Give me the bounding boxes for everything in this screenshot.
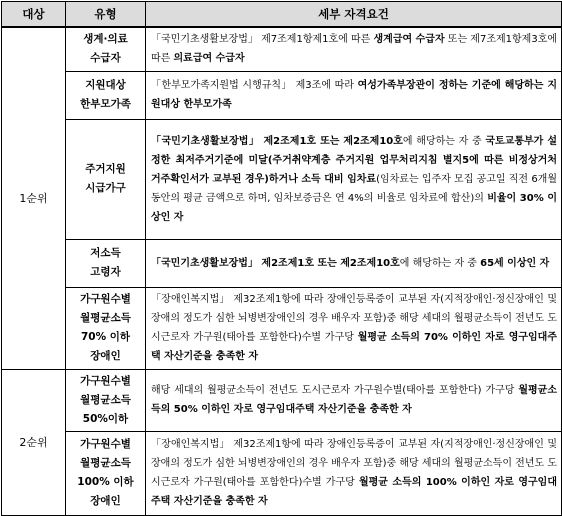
row-detail: [146, 287, 562, 369]
row-detail: [146, 119, 562, 239]
row-type: [66, 369, 146, 431]
detail-bold-text: 「국민기초생활보장법」 제2조제1호 또는 제2조제10호: [151, 135, 403, 147]
detail-bold-text: 「국민기초생활보장법」 제2조제1호 또는 제2조제10호: [151, 257, 400, 269]
type-line: 월평균소득: [80, 393, 131, 406]
detail-bold-text: 월평균 소득의 100% 이하인 자로 영구임대주택 자산기준을 충족한 자: [151, 477, 558, 507]
detail-text: 에 해당하는 자 중: [399, 257, 481, 269]
row-detail: [146, 239, 562, 287]
header-type: 유형: [66, 2, 146, 28]
detail-bold-text: 65세 이상인 자: [480, 257, 550, 269]
type-line: 생계·의료: [83, 33, 128, 46]
table-row: [2, 119, 562, 239]
detail-bold-text: 의료급여 수급자: [173, 53, 245, 65]
row-type: [66, 287, 146, 369]
type-line: 수급자: [90, 52, 121, 65]
type-line: 주거지원: [85, 163, 126, 175]
detail-bold-text: 월평균소득의 50% 이하인 자로 영구임대주택 자산기준을 충족한 자: [151, 385, 557, 415]
row-detail: [146, 27, 562, 71]
detail-bold-text: 비율이 30% 이상인 자: [151, 192, 557, 223]
row-detail: [146, 369, 562, 431]
type-line: 70% 이하: [80, 331, 131, 343]
detail-bold-text: 국토교통부가 설정한 최저주거기준에 미달(주거취약계층 주거지원 업무처리지침 별지5에 따른 비정상거처 거주확인서가 교부된 경우)하거나 소득 대비 임차료: [151, 135, 557, 185]
type-line: 100% 이하: [77, 476, 134, 488]
type-line: 시급가구: [85, 182, 126, 194]
detail-bold-text: 월평균 소득의 70% 이하인 자로 영구임대주택 자산기준을 충족한 자: [151, 332, 558, 362]
type-line: 저소득: [90, 247, 121, 259]
type-line: 고령자: [90, 266, 121, 278]
header-row: [2, 2, 562, 28]
detail-text: 「장애인복지법」 제32조제1항에 따라 장애인등록증이 교부된 자(지적장애인·정신장애인 및 장애의 정도가 심한 뇌병변장애인의 경우 배우자 포함)중 해당 세대의 월평균소득이 전년도 도시근로자 가구원(태아를 포함한다)수별 가구당: [151, 294, 557, 343]
type-line: 장애인: [90, 495, 121, 507]
table-row: [2, 431, 562, 515]
row-type: [66, 239, 146, 287]
row-type: [66, 119, 146, 239]
detail-text: 또는 제7조제1항제3호에 따른: [151, 34, 558, 65]
detail-text: 「한부모가족지원법 시행규칙」 제3조에 따라: [151, 80, 358, 91]
row-type: [66, 27, 146, 71]
type-line: 가구원수별: [80, 438, 131, 450]
type-line: 가구원수별: [80, 293, 131, 305]
table-row: [2, 369, 562, 431]
table-row: [2, 71, 562, 119]
rank-second: 2순위: [2, 369, 66, 515]
type-line: 한부모가족: [80, 98, 131, 110]
row-detail: [146, 431, 562, 515]
type-line: 50%이하: [82, 412, 129, 425]
row-type: [66, 71, 146, 119]
type-line: 월평균소득: [80, 457, 131, 469]
detail-text: 해당 세대의 월평균소득이 전년도 도시근로자 가구원수별(태아를 포함한다) 가구당: [151, 385, 519, 396]
detail-bold-text: 여성가족부장관이 정하는 기준에 해당하는 지원대상 한부모가족: [151, 80, 557, 110]
rank-first: 1순위: [2, 27, 66, 369]
type-line: 가구원수별: [80, 374, 131, 387]
row-type: [66, 431, 146, 515]
detail-text: 「장애인복지법」 제32조제1항에 따라 장애인등록증이 교부된 자(지적장애인·정신장애인 및 장애의 정도가 심한 뇌병변장애인의 경우 배우자 포함)중 해당 세대의 월평균소득이 전년도 도시근로자 가구원(태아를 포함한다)수별 가구당: [151, 439, 557, 488]
detail-text: 에 해당하는 자 중: [402, 135, 486, 147]
row-detail: [146, 71, 562, 119]
table-row: [2, 239, 562, 287]
eligibility-table: [1, 1, 562, 516]
detail-text: 「국민기초생활보장법」 제7조제1항제1호에 따른: [151, 34, 374, 46]
detail-bold-text: 생계급여 수급자: [373, 34, 445, 46]
type-line: 월평균소득: [80, 312, 131, 324]
header-rank: 대상: [2, 2, 66, 28]
type-line: 지원대상: [85, 79, 126, 91]
type-line: 장애인: [90, 350, 121, 362]
table-row: [2, 287, 562, 369]
header-detail: 세부 자격요건: [146, 2, 562, 28]
detail-text: (임차료는 입주자 모집 공고일 직전 6개월 동안의 평균 금액으로 하며, 임차보증금은 연 4%의 비율로 임차료에 합산)의: [151, 173, 557, 204]
table-row: [2, 27, 562, 71]
